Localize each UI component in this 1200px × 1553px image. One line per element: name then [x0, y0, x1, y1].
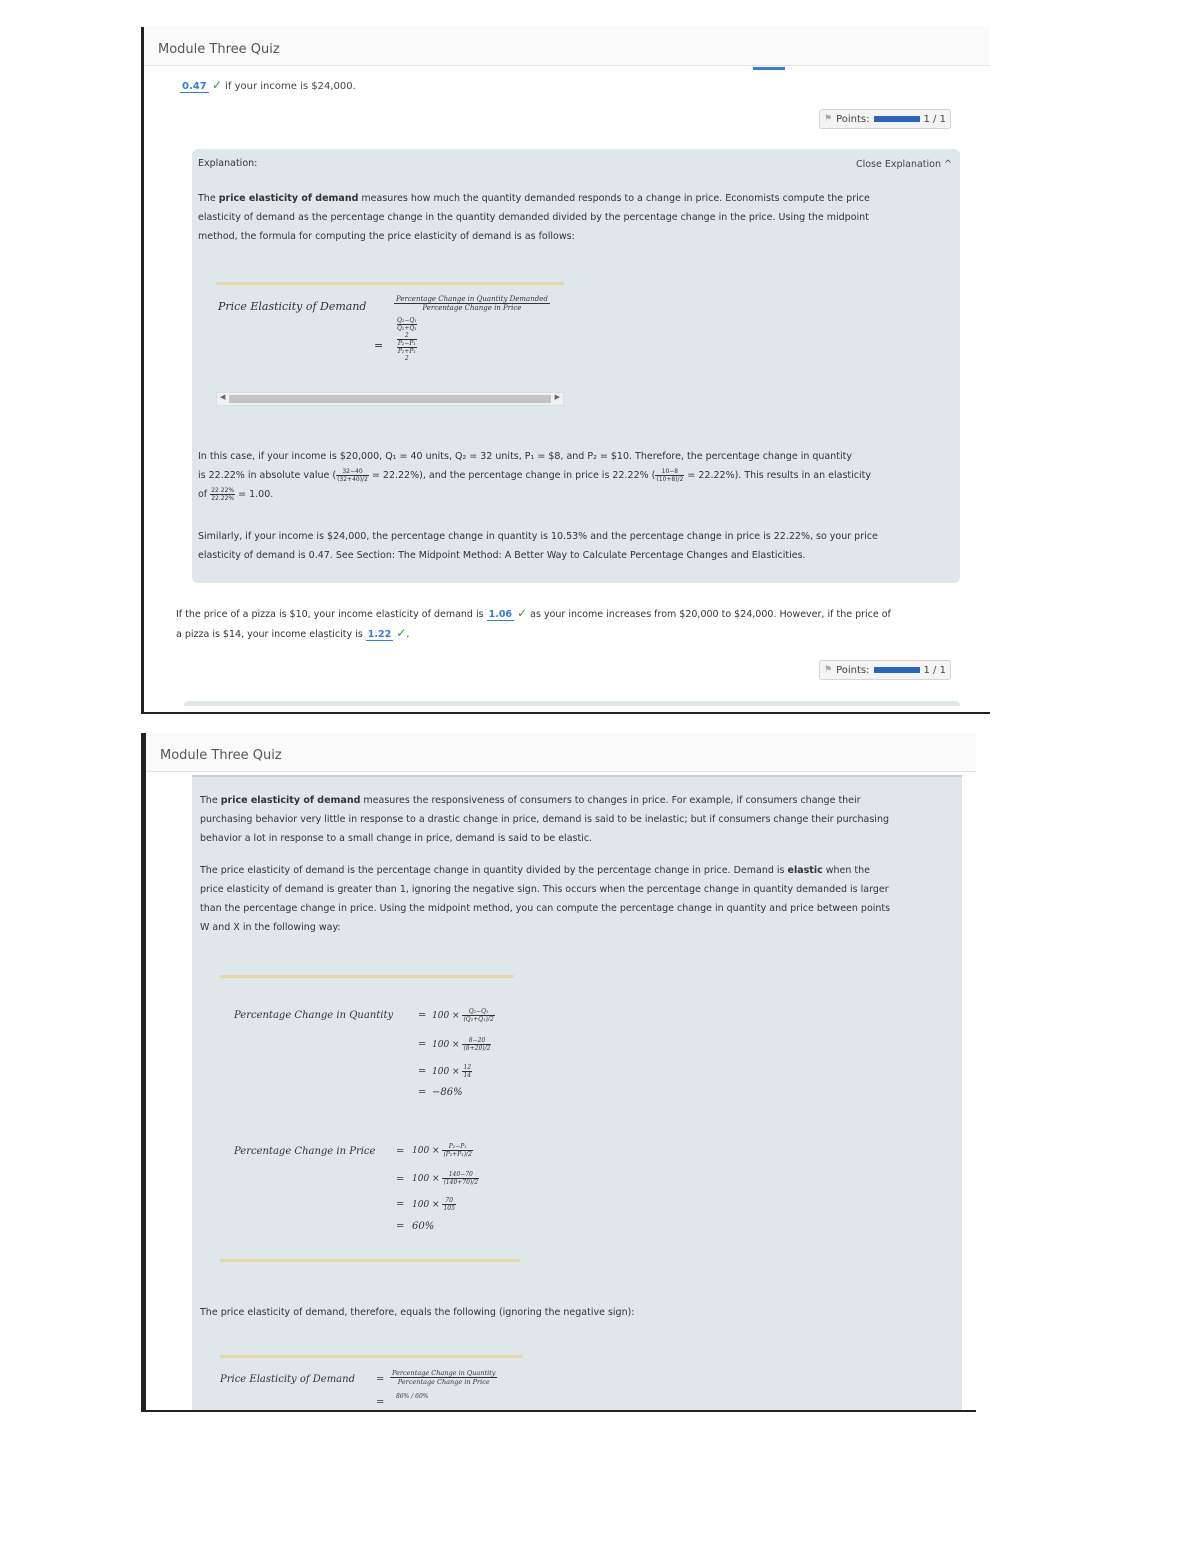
- points-label: Points:: [836, 113, 870, 125]
- elasticity-frac-bottom: 22.22%: [211, 495, 235, 502]
- price-eq-2: =: [396, 1174, 405, 1185]
- quiz-header: [146, 733, 976, 772]
- formula-q-sum: Q₂+Q₁: [397, 325, 417, 332]
- text-line1: measures how much the quantity demanded responds to a change in price. Economists compute the price: [358, 193, 870, 204]
- qty-eq-4: =: [418, 1087, 427, 1098]
- qty-step-3-frac: $\frac{12}{14}$: [463, 1064, 472, 1079]
- tab-indicator: [753, 67, 785, 70]
- ped-eq-1: =: [376, 1374, 385, 1385]
- text-line3: than the percentage change in price. Using the midpoint method, you can compute the percentage change in quantity and price between points: [200, 903, 891, 914]
- question-line2a: a pizza is $14, your income elasticity is: [176, 629, 363, 640]
- scroll-thumb[interactable]: [229, 395, 551, 403]
- question-line2b: .: [406, 629, 410, 640]
- price-step-3-text: 100 ×: [412, 1200, 440, 1210]
- case-line2: [198, 466, 954, 485]
- formula-equals: =: [374, 339, 384, 352]
- similar-line1: Similarly, if your income is $24,000, the percentage change in quantity is 10.53% and the percentage change in price is 22.22%, so your price: [198, 531, 878, 542]
- formula-p-sum: P₂+P₁: [397, 348, 416, 355]
- price-change-fraction: $\frac{10-8}{(10+8)/2}$: [656, 468, 684, 483]
- calc-divider-bottom: [220, 1259, 520, 1262]
- points-progress-bar: [874, 116, 920, 122]
- case-line3: [198, 485, 954, 504]
- qty-step-3-text: 100 ×: [432, 1067, 460, 1077]
- text-line3: behavior a lot in response to a small change in price, demand is said to be elastic.: [200, 833, 593, 844]
- qty-label: Percentage Change in Quantity: [234, 1010, 394, 1021]
- case-line1: In this case, if your income is $20,000, Q₁ = 40 units, Q₂ = 32 units, P₁ = $8, and P₂ = $10. Therefore, the percentage change in quantity: [198, 451, 852, 462]
- price-step-1-text: 100 ×: [412, 1146, 440, 1156]
- price-step-2: [412, 1171, 479, 1186]
- ped-numerator: Percentage Change in Quantity: [392, 1369, 496, 1377]
- ped-next-step: 86% / 60%: [396, 1393, 429, 1400]
- price-eq-3: =: [396, 1199, 405, 1210]
- ped-eq-2: =: [376, 1397, 385, 1408]
- explanation-panel: [192, 149, 960, 583]
- formula-divider-top: [216, 282, 564, 285]
- points-score: 1 / 1: [923, 664, 946, 676]
- answer-field-2[interactable]: 1.22: [367, 629, 392, 640]
- scroll-right-icon[interactable]: ▶: [554, 393, 560, 401]
- points-score: 1 / 1: [923, 113, 946, 125]
- answer-context: if your income is $24,000.: [225, 81, 356, 92]
- price-eq-4: =: [396, 1221, 405, 1232]
- formula-denominator: Percentage Change in Price: [422, 304, 522, 312]
- formula-label: Price Elasticity of Demand: [218, 300, 367, 313]
- paragraph-2: [200, 861, 952, 937]
- formula-numerator: Percentage Change in Quantity Demanded: [396, 295, 548, 303]
- text-line1: measures the responsiveness of consumers to changes in price. For example, if consumers change their: [360, 795, 861, 806]
- text-line1b: when the: [822, 865, 871, 876]
- price-eq-1: =: [396, 1146, 405, 1157]
- next-panel-edge: [184, 701, 960, 706]
- text-line4: W and X in the following way:: [200, 922, 341, 933]
- screenshot-bottom: [141, 733, 976, 1412]
- term-price-elasticity: price elasticity of demand: [220, 795, 361, 806]
- question-text: [176, 604, 982, 644]
- price-step-2-text: 100 ×: [412, 1174, 440, 1184]
- screenshot-top: [141, 27, 990, 714]
- price-result: 60%: [412, 1221, 435, 1232]
- flag-icon: ⚑: [824, 665, 833, 675]
- ped-label: Price Elasticity of Demand: [220, 1374, 355, 1385]
- ped-denominator: Percentage Change in Price: [397, 1378, 490, 1386]
- question-line1a: If the price of a pizza is $10, your income elasticity of demand is: [176, 609, 484, 620]
- explanation-paragraph-1: [198, 189, 950, 246]
- qty-step-2-text: 100 ×: [432, 1040, 460, 1050]
- qty-step-2: [432, 1037, 491, 1052]
- qty-eq-2: =: [418, 1039, 427, 1050]
- explanation-label: Explanation:: [198, 158, 258, 169]
- points-badge: [819, 660, 951, 680]
- quiz-title: Module Three Quiz: [158, 42, 280, 57]
- formula-q-two: 2: [404, 332, 409, 339]
- text-line3: method, the formula for computing the price elasticity of demand is as follows:: [198, 231, 575, 242]
- check-icon: ✓: [396, 626, 407, 640]
- case-line3b: = 1.00.: [238, 489, 274, 500]
- qty-step-1-text: 100 ×: [432, 1011, 460, 1021]
- term-elastic: elastic: [787, 865, 823, 876]
- quiz-title: Module Three Quiz: [160, 748, 282, 763]
- formula-scrollbar[interactable]: [216, 392, 564, 406]
- case-line2a: is 22.22% in absolute value (: [198, 470, 337, 481]
- explanation-similarly: [198, 527, 954, 565]
- explanation-case: [198, 447, 954, 504]
- case-line3a: of: [198, 489, 208, 500]
- therefore-line: The price elasticity of demand, therefore, equals the following (ignoring the negative sign):: [200, 1307, 635, 1318]
- text-line2: price elasticity of demand is greater than 1, ignoring the negative sign. This occurs when the percentage change in quantity demanded is larger: [200, 884, 889, 895]
- points-progress-bar: [874, 667, 920, 673]
- check-icon: ✓: [211, 78, 222, 92]
- qty-step-1-frac: $\frac{\text{Q₂−Q₁}}{\text{(Q₂+Q₁)/2}}$: [463, 1008, 494, 1023]
- qty-step-1: [432, 1008, 495, 1023]
- formula-q-diff: Q₂−Q₁: [397, 317, 417, 324]
- points-label: Points:: [836, 664, 870, 676]
- formula-fraction: [394, 295, 550, 312]
- text-line1a: The price elasticity of demand is the percentage change in quantity divided by the percentage change in price. Demand is: [200, 865, 788, 876]
- elasticity-fraction: [210, 487, 235, 502]
- close-explanation-button[interactable]: Close Explanation ^: [855, 159, 952, 170]
- text-pre: The: [198, 193, 219, 204]
- price-step-3-frac: $\frac{70}{105}$: [443, 1197, 455, 1212]
- text-pre: The: [200, 795, 221, 806]
- qty-step-3: [432, 1064, 472, 1079]
- calc-divider-top: [220, 975, 514, 978]
- flag-icon: ⚑: [824, 114, 833, 124]
- quantity-change-fraction: $\frac{32-40}{(32+40)/2}$: [337, 468, 368, 483]
- prior-answer-line: [180, 78, 356, 92]
- ped-fraction: [390, 1369, 497, 1386]
- quiz-header: [144, 27, 990, 66]
- scroll-left-icon[interactable]: ◀: [220, 393, 226, 401]
- formula-midpoint-fraction: [397, 317, 417, 362]
- check-icon: ✓: [517, 606, 528, 620]
- text-line2: purchasing behavior very little in response to a drastic change in price, demand is said to be inelastic; but if consumers change their purchasing: [200, 814, 890, 825]
- points-badge: [819, 109, 951, 129]
- term-price-elasticity: price elasticity of demand: [218, 193, 359, 204]
- formula-p-two: 2: [404, 355, 409, 362]
- case-line2b: = 22.22%), and the percentage change in price is 22.22% (: [368, 470, 656, 481]
- price-step-1: [412, 1143, 473, 1158]
- explanation-panel: [192, 775, 962, 1412]
- price-step-3: [412, 1197, 456, 1212]
- price-label: Percentage Change in Price: [234, 1146, 376, 1157]
- answer-field[interactable]: 0.47: [182, 81, 207, 92]
- question-line1b: as your income increases from $20,000 to $24,000. However, if the price of: [530, 609, 891, 620]
- qty-result: −86%: [432, 1087, 463, 1098]
- qty-eq-1: =: [418, 1010, 427, 1021]
- ped-divider-top: [220, 1355, 522, 1358]
- qty-eq-3: =: [418, 1066, 427, 1077]
- price-step-2-frac: $\frac{140-70}{(140+70)/2}$: [443, 1171, 479, 1186]
- qty-step-2-frac: $\frac{8-20}{(8+20)/2}$: [463, 1037, 491, 1052]
- text-line2: elasticity of demand as the percentage change in the quantity demanded divided by the percentage change in the price. Using the midpoint: [198, 212, 869, 223]
- case-line2c: = 22.22%). This results in an elasticity: [684, 470, 871, 481]
- paragraph-1: [200, 791, 952, 848]
- answer-field-1[interactable]: 1.06: [488, 609, 513, 620]
- similar-line2: elasticity of demand is 0.47. See Section: The Midpoint Method: A Better Way to Calculate Percentage Changes and Elasticities.: [198, 550, 806, 561]
- price-step-1-frac: $\frac{\text{P₂−P₁}}{\text{(P₂+P₁)/2}}$: [443, 1143, 472, 1158]
- elasticity-frac-top: 22.22%: [211, 487, 235, 494]
- formula-p-diff: P₂−P₁: [397, 340, 416, 347]
